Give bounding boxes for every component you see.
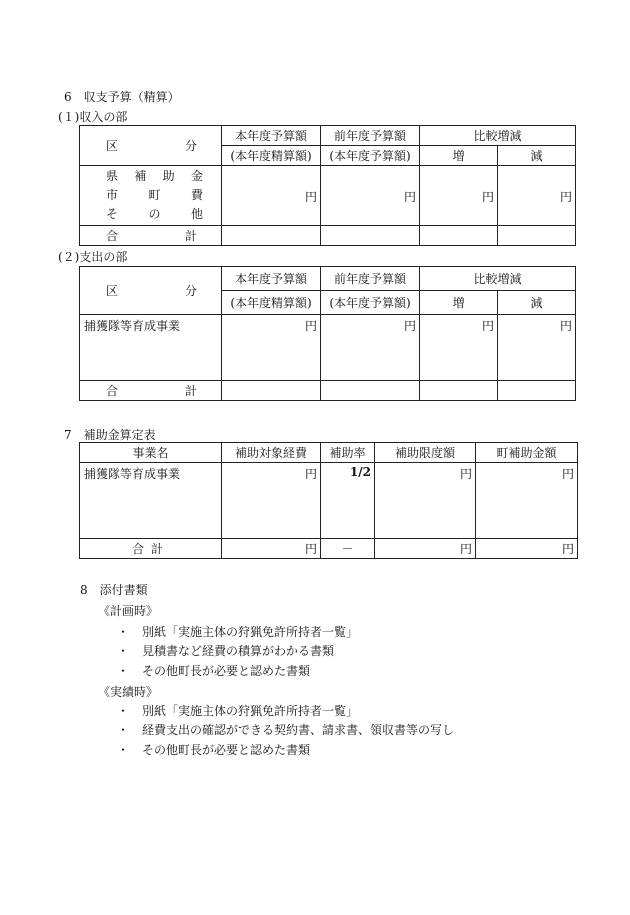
section7-title: 7 補助金算定表: [64, 428, 156, 442]
income-items: [80, 166, 222, 226]
plan-item-3: その他町長が必要と認めた書類: [142, 664, 311, 678]
plan-item-2: 見積書など経費の積算がわかる書類: [142, 644, 335, 658]
kubun-header: 区 分: [80, 126, 222, 166]
bullet: ・: [117, 664, 130, 678]
bullet: ・: [117, 723, 130, 737]
subsidy-total-amount: 円: [476, 539, 578, 559]
compare-header: 比較増減: [420, 126, 576, 146]
expense-total-label: 合 計: [80, 381, 222, 401]
decrease-header: 減: [498, 291, 576, 315]
subsidy-row-amount: 円: [476, 463, 578, 539]
bullet: ・: [117, 704, 130, 718]
expense-row-label: 捕獲隊等育成事業: [80, 315, 222, 381]
prev-year-subheader: (本年度予算額): [321, 146, 420, 166]
yen-unit: 円: [498, 315, 576, 381]
expense-heading: (２)支出の部: [58, 250, 128, 264]
yen-unit: 円: [222, 315, 321, 381]
plan-heading: 《計画時》: [98, 604, 159, 618]
income-row-city-cost: 市 町 費: [106, 188, 203, 202]
prev-year-header: 前年度予算額: [321, 267, 420, 291]
header-amount: 町補助金額: [476, 443, 578, 463]
income-row-pref-subsidy: 県 補 助 金: [106, 169, 203, 183]
kubun-header: 区 分: [80, 267, 222, 315]
subsidy-row-rate: 1/2: [321, 463, 375, 539]
result-item-3: その他町長が必要と認めた書類: [142, 743, 311, 757]
plan-item-1: 別紙「実施主体の狩猟免許所持者一覧」: [142, 625, 359, 639]
bullet: ・: [117, 743, 130, 757]
subsidy-row-limit: 円: [375, 463, 476, 539]
header-rate: 補助率: [321, 443, 375, 463]
subsidy-total-label: 合 計: [80, 539, 222, 559]
subsidy-row-name: 捕獲隊等育成事業: [80, 463, 222, 539]
result-item-2: 経費支出の確認ができる契約書、請求書、領収書等の写し: [142, 723, 455, 737]
section8-title: 8 添付書類: [80, 583, 148, 597]
income-heading: (１)収入の部: [58, 110, 128, 124]
compare-header: 比較増減: [420, 267, 576, 291]
yen-unit: 円: [222, 166, 321, 226]
expense-table: [79, 266, 576, 401]
prev-year-header: 前年度予算額: [321, 126, 420, 146]
subsidy-total-cost: 円: [222, 539, 321, 559]
this-year-subheader: (本年度精算額): [222, 291, 321, 315]
yen-unit: 円: [420, 166, 498, 226]
header-project: 事業名: [80, 443, 222, 463]
prev-year-subheader: (本年度予算額): [321, 291, 420, 315]
subsidy-total-rate: －: [321, 539, 375, 559]
this-year-subheader: (本年度精算額): [222, 146, 321, 166]
yen-unit: 円: [321, 166, 420, 226]
result-item-1: 別紙「実施主体の狩猟免許所持者一覧」: [142, 704, 359, 718]
subsidy-table: [79, 442, 578, 559]
subsidy-row-cost: 円: [222, 463, 321, 539]
this-year-header: 本年度予算額: [222, 126, 321, 146]
result-heading: 《実績時》: [98, 685, 159, 699]
increase-header: 増: [420, 146, 498, 166]
subsidy-total-limit: 円: [375, 539, 476, 559]
yen-unit: 円: [321, 315, 420, 381]
bullet: ・: [117, 644, 130, 658]
yen-unit: 円: [498, 166, 576, 226]
bullet: ・: [117, 625, 130, 639]
header-cost: 補助対象経費: [222, 443, 321, 463]
income-total-label: 合 計: [80, 226, 222, 246]
increase-header: 増: [420, 291, 498, 315]
income-row-other: そ の 他: [106, 207, 203, 221]
header-limit: 補助限度額: [375, 443, 476, 463]
income-table: [79, 125, 576, 246]
section6-title: 6 収支予算（精算）: [64, 90, 180, 104]
this-year-header: 本年度予算額: [222, 267, 321, 291]
decrease-header: 減: [498, 146, 576, 166]
yen-unit: 円: [420, 315, 498, 381]
